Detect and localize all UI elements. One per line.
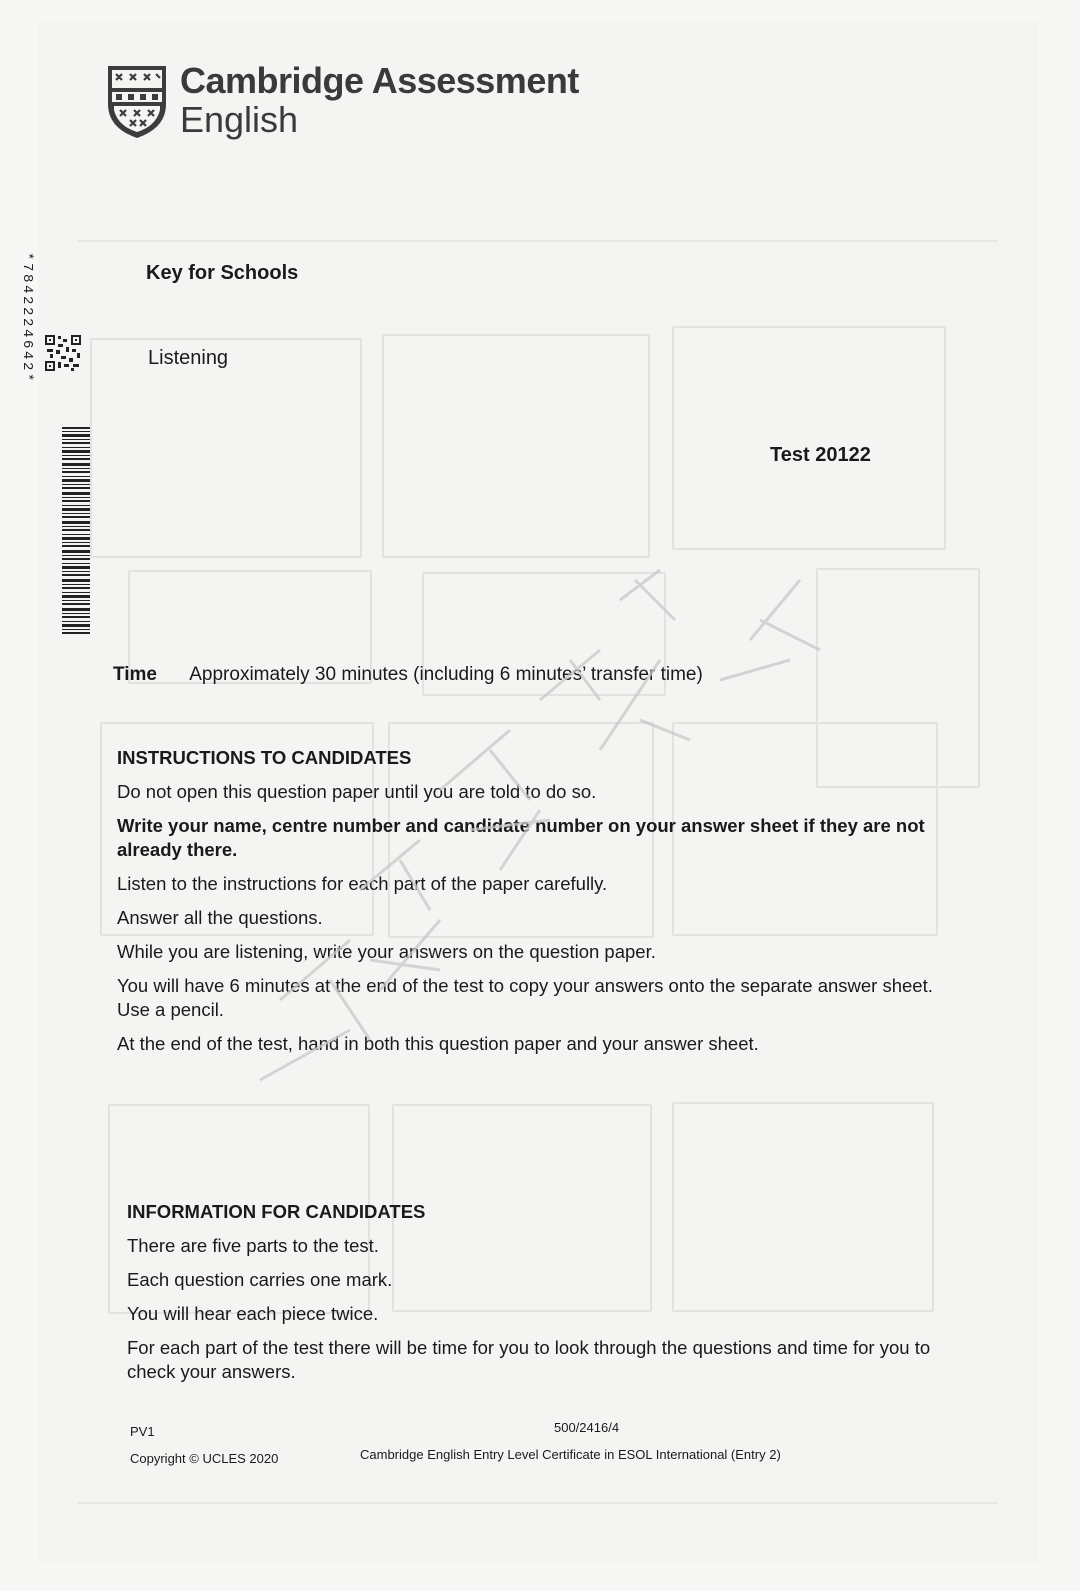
ghost-rule [78,240,998,242]
paper-name: Listening [148,347,229,369]
information-heading: INFORMATION FOR CANDIDATES [127,1201,426,1222]
brand-subname: English [180,99,299,140]
exam-title: Key for Schools [146,262,299,284]
instruction-item: Write your name, centre number and candidate number on your answer sheet if they are not already there. [117,815,925,860]
instruction-item: Answer all the questions. [117,907,323,928]
instruction-item: Listen to the instructions for each part of the paper carefully. [117,873,608,894]
ghost-picture-frame [672,326,946,550]
footer-pv: PV1 [130,1424,155,1439]
instructions-section [117,746,957,1066]
information-item: There are five parts to the test. [127,1235,379,1256]
information-item: For each part of the test there will be time for you to look through the questions and time for you to check your answers. [127,1337,931,1382]
instruction-item: You will have 6 minutes at the end of the test to copy your answers onto the separate answer sheet. Use a pencil. [117,975,933,1020]
information-section [127,1200,967,1394]
footer-code: 500/2416/4 [554,1420,620,1435]
ghost-picture-frame [382,334,650,558]
information-item: You will hear each piece twice. [127,1303,379,1324]
time-value: Approximately 30 minutes (including 6 minutes’ transfer time) [189,664,703,685]
time-label: Time [113,664,158,685]
footer-copyright: Copyright © UCLES 2020 [130,1451,279,1466]
instruction-item: Do not open this question paper until you are told to do so. [117,781,597,802]
brand-name: Cambridge Assessment [180,60,579,101]
ghost-picture-frame [90,338,362,558]
instructions-heading: INSTRUCTIONS TO CANDIDATES [117,747,412,768]
barcode-digits: *7842224642* [19,251,35,385]
test-code: Test 20122 [770,444,871,466]
instruction-item: While you are listening, write your answers on the question paper. [117,941,656,962]
barcode-icon [19,251,94,640]
information-item: Each question carries one mark. [127,1269,393,1290]
cambridge-logo [106,62,579,140]
qr-code-icon [44,334,82,372]
ghost-rule [78,1502,998,1504]
time-row [113,664,703,686]
instruction-item: At the end of the test, hand in both this question paper and your answer sheet. [117,1033,759,1054]
crest-icon [106,64,168,140]
footer-certificate: Cambridge English Entry Level Certificate in ESOL International (Entry 2) [360,1447,781,1462]
